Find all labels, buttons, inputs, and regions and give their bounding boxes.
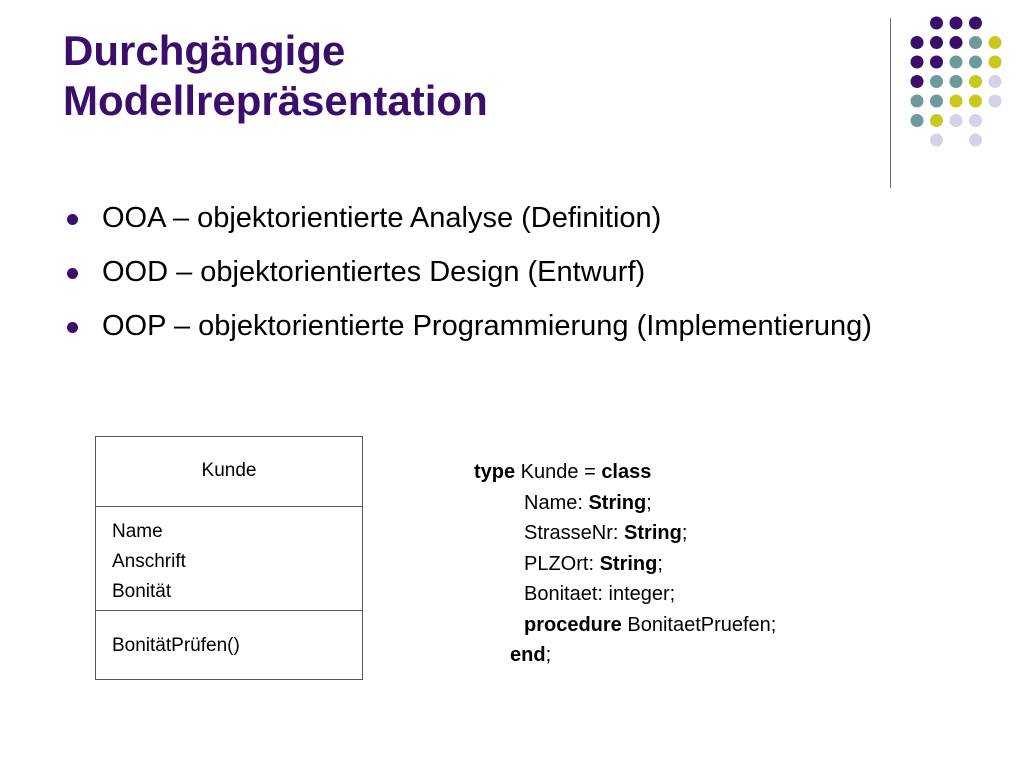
code-keyword: procedure: [524, 613, 622, 636]
code-line-name: [474, 488, 994, 519]
bullet-text: OOP – objektorientierte Programmierung (Implementierung): [102, 310, 872, 342]
bullet-item-ood: [63, 254, 883, 290]
decorative-dot: [930, 114, 943, 127]
decorative-dot: [930, 56, 943, 69]
decorative-dot: [969, 134, 982, 147]
code-text: Name:: [524, 491, 589, 514]
decorative-dot: [989, 36, 1002, 49]
code-keyword: type: [474, 461, 516, 483]
bullet-text: OOD – objektorientiertes Design (Entwurf): [102, 256, 646, 288]
decorative-dot: [911, 114, 924, 127]
decorative-dot: [950, 75, 963, 88]
decorative-dot: [911, 56, 924, 69]
code-keyword: String: [624, 522, 682, 544]
uml-attribute: Name: [112, 521, 163, 542]
decorative-dot: [930, 17, 943, 30]
code-text: StrasseNr:: [524, 522, 625, 544]
decorative-dot: [989, 75, 1002, 88]
decorative-dot: [989, 95, 1002, 108]
title-line-2: Modellrepräsentation: [63, 77, 488, 124]
decorative-dot: [969, 114, 982, 127]
code-line-bonitaet: [474, 579, 994, 610]
decorative-dot: [950, 56, 963, 69]
decorative-dot: [969, 17, 982, 30]
decorative-divider: [890, 18, 891, 188]
bullet-text: OOA – objektorientierte Analyse (Definition): [102, 202, 662, 234]
decorative-dot: [950, 36, 963, 49]
uml-attribute: Anschrift: [112, 551, 186, 572]
code-text: ;: [545, 644, 552, 666]
uml-attribute: Bonität: [112, 581, 172, 602]
code-line-end: [474, 640, 994, 671]
decorative-dot-grid: [0, 0, 1024, 200]
code-line-procedure: [474, 610, 994, 641]
uml-operation: BonitätPrüfen(): [112, 635, 240, 656]
uml-class-diagram: [95, 436, 363, 680]
bullet-dot-icon: [67, 322, 78, 333]
bullet-dot-icon: [67, 268, 78, 279]
decorative-dot: [950, 114, 963, 127]
code-keyword: class: [601, 461, 652, 483]
decorative-dot: [969, 36, 982, 49]
decorative-dot: [930, 134, 943, 147]
code-text: Bonitaet: integer;: [524, 583, 676, 605]
decorative-dot: [930, 75, 943, 88]
bullet-dot-icon: [67, 214, 78, 225]
decorative-dot: [969, 56, 982, 69]
code-keyword: String: [588, 491, 647, 514]
code-keyword: end: [510, 644, 546, 666]
pascal-code-block: [474, 457, 994, 671]
code-keyword: String: [599, 552, 658, 575]
decorative-dot: [911, 95, 924, 108]
decorative-dot: [969, 95, 982, 108]
code-line-strassenr: [474, 518, 994, 549]
decorative-dot: [911, 36, 924, 49]
code-line-type: [474, 457, 994, 488]
code-text: BonitaetPruefen;: [621, 613, 777, 636]
decorative-dot: [989, 56, 1002, 69]
bullet-item-ooa: [63, 200, 883, 236]
decorative-dot: [930, 95, 943, 108]
code-text: ;: [681, 522, 688, 544]
bullet-item-oop: [63, 308, 883, 344]
decorative-dot: [950, 95, 963, 108]
decorative-dot: [911, 75, 924, 88]
bullet-list: [63, 200, 883, 344]
code-text: Kunde =: [515, 461, 602, 483]
uml-attributes: [96, 507, 362, 611]
uml-class-name: Kunde: [96, 437, 362, 507]
code-line-plzort: [474, 549, 994, 580]
decorative-dot: [930, 36, 943, 49]
code-text: PLZOrt:: [524, 552, 600, 575]
code-text: ;: [657, 552, 663, 575]
code-text: ;: [646, 491, 652, 514]
decorative-dot: [969, 75, 982, 88]
title-line-1: Durchgängige: [63, 27, 346, 74]
decorative-dot: [950, 17, 963, 30]
